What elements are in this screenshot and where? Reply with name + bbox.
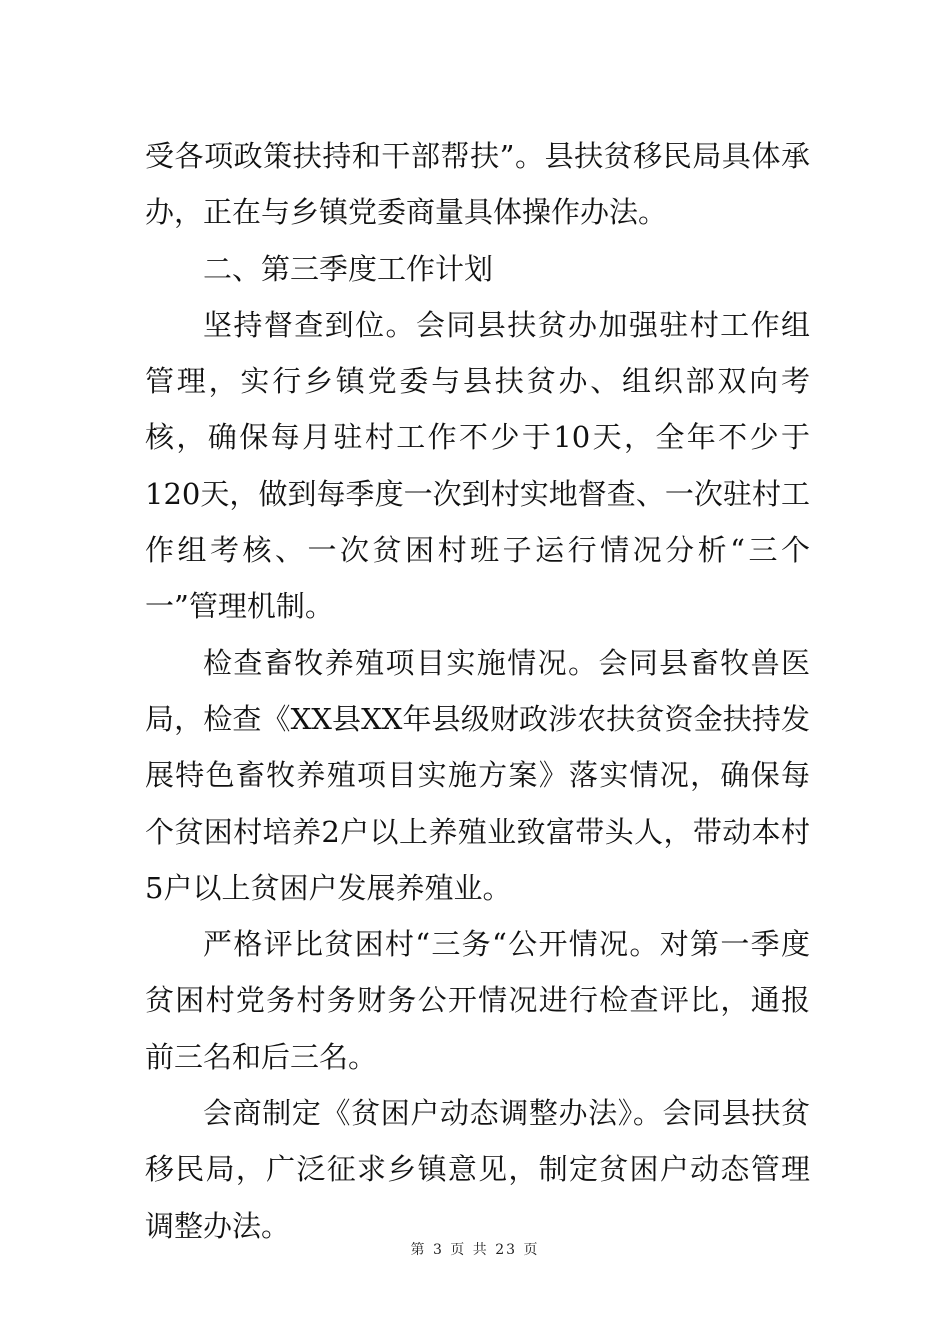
paragraph-supervision: 坚持督查到位。会同县扶贫办加强驻村工作组管理，实行乡镇党委与县扶贫办、组织部双向考核，确保每月驻村工作不少于10天，全年不少于120天，做到每季度一次到村实地督查、一次驻村工作组考核、一次贫困村班子运行情况分析“三个一”管理机制。 xyxy=(145,307,810,624)
paragraph-continuation: 受各项政策扶持和干部帮扶”。县扶贫移民局具体承办，正在与乡镇党委商量具体操作办法。 xyxy=(145,139,810,230)
document-body xyxy=(145,128,810,1254)
page-number-footer: 第 3 页 共 23 页 xyxy=(410,1242,540,1258)
paragraph-dynamic-adjustment: 会商制定《贫困户动态调整办法》。会同县扶贫移民局，广泛征求乡镇意见，制定贫困户动态管理调整办法。 xyxy=(145,1096,810,1243)
paragraph-livestock: 检查畜牧养殖项目实施情况。会同县畜牧兽医局，检查《XX县XX年县级财政涉农扶贫资金扶持发展特色畜牧养殖项目实施方案》落实情况，确保每个贫困村培养2户以上养殖业致富带头人，带动本村5户以上贫困户发展养殖业。 xyxy=(145,645,810,905)
section-heading: 二、第三季度工作计划 xyxy=(203,251,494,286)
paragraph-transparency: 严格评比贫困村“三务“公开情况。对第一季度贫困村党务村务财务公开情况进行检查评比，通报前三名和后三名。 xyxy=(145,927,810,1074)
